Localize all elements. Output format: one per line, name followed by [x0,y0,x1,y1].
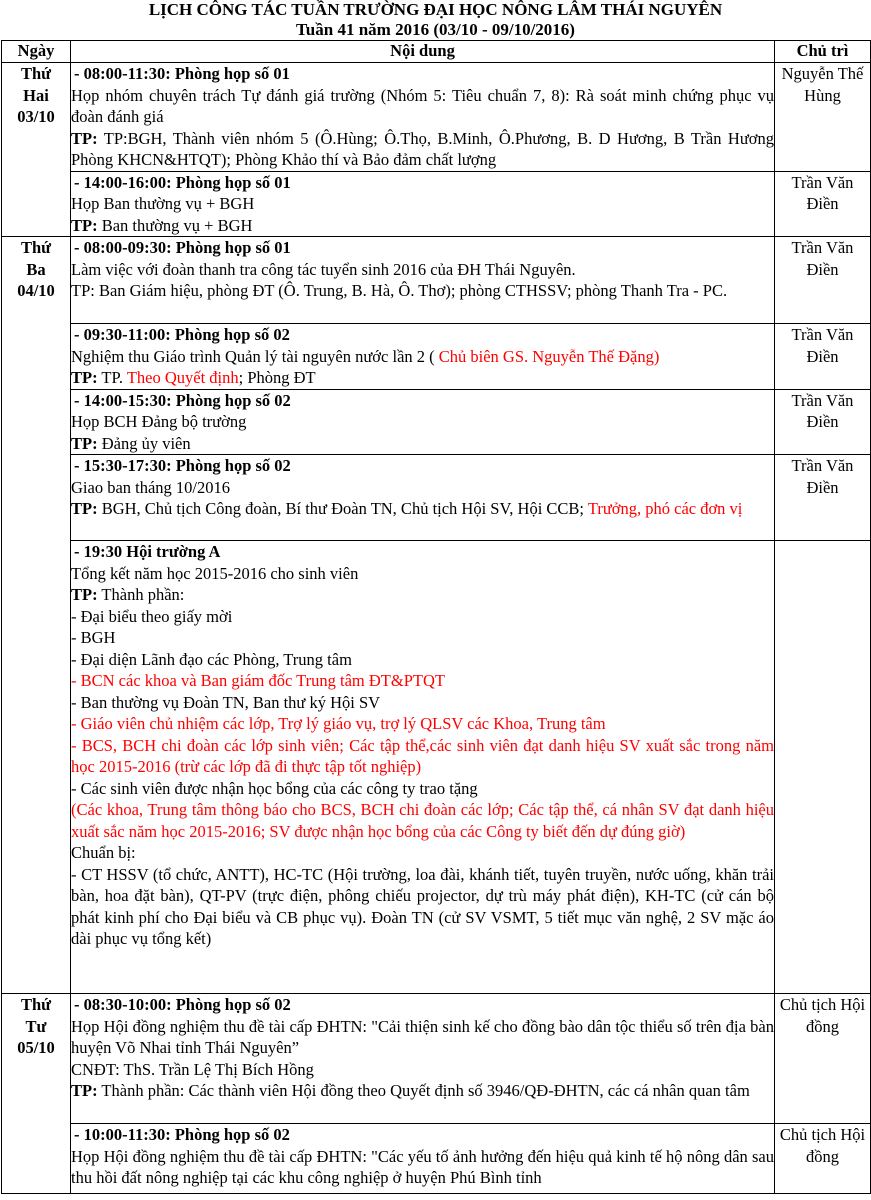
event-participants: TP: Thành phần: [71,585,185,604]
event-participants: TP: BGH, Chủ tịch Công đoàn, Bí thư Đoàn TN, Chủ tịch Hội SV, Hội CCB; Trưởng, phó các đơn vị [71,499,743,518]
event-chair: Trần Văn Điền [775,455,871,541]
column-header-content: Nội dung [71,41,775,63]
event-time: - 08:30-10:00: Phòng họp số 02 [74,995,291,1014]
table-row [2,455,871,541]
day-cell-monday: Thứ Hai 03/10 [2,63,71,237]
event-content [71,1124,775,1194]
list-item: - BCN các khoa và Ban giám đốc Trung tâm ĐT&PTQT [71,671,445,690]
day-cell-tuesday: Thứ Ba 04/10 [2,237,71,994]
preparation-details: - CT HSSV (tổ chức, ANTT), HC-TC (Hội trường, loa đài, khánh tiết, tuyên truyền, nước uống, khăn trải bàn, hoa đặt bàn), QT-PV (trực điện, phông chiếu projector, dự trù máy phát điện), KH-TC (cử cán bộ phát kinh phí cho Đại biểu và CB phục vụ). Đoàn TN (cử SV VSMT, 5 tiết mục văn nghệ, 2 SV mặc áo dài phục vụ tổng kết) [71,864,774,948]
table-row [2,389,871,455]
event-content [71,63,775,172]
event-description: Nghiệm thu Giáo trình Quản lý tài nguyên nước lần 2 ( Chủ biên GS. Nguyễn Thế Đặng) [71,346,660,366]
event-participants: TP: Đảng ủy viên [71,433,191,453]
event-chair: Trần Văn Điền [775,324,871,390]
event-description: Họp Ban thường vụ + BGH [71,194,255,213]
event-participants: TP: Thành phần: Các thành viên Hội đồng theo Quyết định số 3946/QĐ-ĐHTN, các cá nhân quan tâm [71,1081,750,1100]
event-content [71,171,775,237]
table-row [2,994,871,1124]
list-item: - Đại diện Lãnh đạo các Phòng, Trung tâm [71,649,352,669]
event-chair: Nguyễn Thế Hùng [775,63,871,172]
list-item: (Các khoa, Trung tâm thông báo cho BCS, BCH chi đoàn các lớp; Các tập thể, cá nhân SV đạt danh hiệu xuất sắc năm học 2015-2016; SV được nhận học bổng của các Công ty biết đến dự đúng giờ) [71,800,774,841]
column-header-chair: Chủ trì [775,41,871,63]
event-content [71,541,775,994]
event-time: - 14:00-16:00: Phòng họp số 01 [74,172,291,192]
list-item: - Đại biểu theo giấy mời [71,606,233,626]
event-time: - 08:00-09:30: Phòng họp số 01 [74,238,291,257]
list-item: - BCS, BCH chi đoàn các lớp sinh viên; Các tập thể,các sinh viên đạt danh hiệu SV xuất sắc trong năm học 2015-2016 (trừ các lớp đã đi thực tập tốt nghiệp) [71,735,774,776]
event-description: Làm việc với đoàn thanh tra công tác tuyển sinh 2016 của ĐH Thái Nguyên. [71,259,576,279]
table-row [2,324,871,390]
schedule-table [1,40,871,1194]
event-project-lead: CNĐT: ThS. Trần Lệ Thị Bích Hồng [71,1059,314,1079]
event-time: - 10:00-11:30: Phòng họp số 02 [74,1125,290,1144]
table-row [2,1124,871,1194]
event-chair [775,541,871,994]
document-header [0,0,871,40]
event-description: Họp Hội đồng nghiệm thu đề tài cấp ĐHTN: "Các yếu tố ảnh hưởng đến hiệu quả kinh tế hộ nông dân sau thu hồi đất nông nghiệp tại các khu công nghiệp ở huyện Phú Bình tỉnh [71,1146,774,1187]
list-item: - Các sinh viên được nhận học bổng của các công ty trao tặng [71,778,478,798]
event-chair: Trần Văn Điền [775,171,871,237]
table-header-row [2,41,871,63]
event-chair: Chủ tịch Hội đồng [775,994,871,1124]
day-cell-wednesday: Thứ Tư 05/10 [2,994,71,1194]
event-participants: TP: Ban Giám hiệu, phòng ĐT (Ô. Trung, B. Hà, Ô. Thơ); phòng CTHSSV; phòng Thanh Tra - PC. [71,281,728,300]
event-participants: TP: TP. Theo Quyết định; Phòng ĐT [71,368,316,387]
table-row [2,237,871,324]
event-description: Giao ban tháng 10/2016 [71,477,231,497]
list-item: - Ban thường vụ Đoàn TN, Ban thư ký Hội SV [71,692,381,712]
event-content [71,324,775,390]
table-row [2,63,871,172]
column-header-day: Ngày [2,41,71,63]
table-row [2,171,871,237]
event-time: - 09:30-11:00: Phòng họp số 02 [74,325,290,344]
event-description: Họp nhóm chuyên trách Tự đánh giá trường (Nhóm 5: Tiêu chuẩn 7, 8): Rà soát minh chứng phục vụ đoàn đánh giá [71,85,774,126]
event-description: Họp BCH Đảng bộ trường [71,412,247,431]
event-content [71,994,775,1124]
event-participants: TP: TP:BGH, Thành viên nhóm 5 (Ô.Hùng; Ô.Thọ, B.Minh, Ô.Phương, B. D Hương, B Trần Hương Phòng KHCN&HTQT); Phòng Khảo thí và Bảo đảm chất lượng [71,128,774,169]
preparation-label: Chuẩn bị: [71,843,136,862]
event-content [71,389,775,455]
event-participants: TP: Ban thường vụ + BGH [71,215,253,235]
event-time: - 15:30-17:30: Phòng họp số 02 [74,456,291,475]
event-chair: Trần Văn Điền [775,237,871,324]
event-description: Họp Hội đồng nghiệm thu đề tài cấp ĐHTN: "Cải thiện sinh kế cho đồng bào dân tộc thiểu số trên địa bàn huyện Võ Nhai tỉnh Thái Nguyên” [71,1016,774,1057]
list-item: - Giáo viên chủ nhiệm các lớp, Trợ lý giáo vụ, trợ lý QLSV các Khoa, Trung tâm [71,714,606,733]
event-content [71,455,775,541]
list-item: - BGH [71,628,116,647]
event-chair: Trần Văn Điền [775,389,871,455]
table-row [2,541,871,994]
event-time: - 08:00-11:30: Phòng họp số 01 [74,64,290,83]
event-time: - 19:30 Hội trường A [74,542,221,561]
page-title: LỊCH CÔNG TÁC TUẦN TRƯỜNG ĐẠI HỌC NÔNG LÂM THÁI NGUYÊN [148,0,723,19]
event-content [71,237,775,324]
event-time: - 14:00-15:30: Phòng họp số 02 [74,390,291,410]
page-subtitle: Tuần 41 năm 2016 (03/10 - 09/10/2016) [296,20,575,39]
event-chair: Chủ tịch Hội đồng [775,1124,871,1194]
event-description: Tổng kết năm học 2015-2016 cho sinh viên [71,563,359,583]
